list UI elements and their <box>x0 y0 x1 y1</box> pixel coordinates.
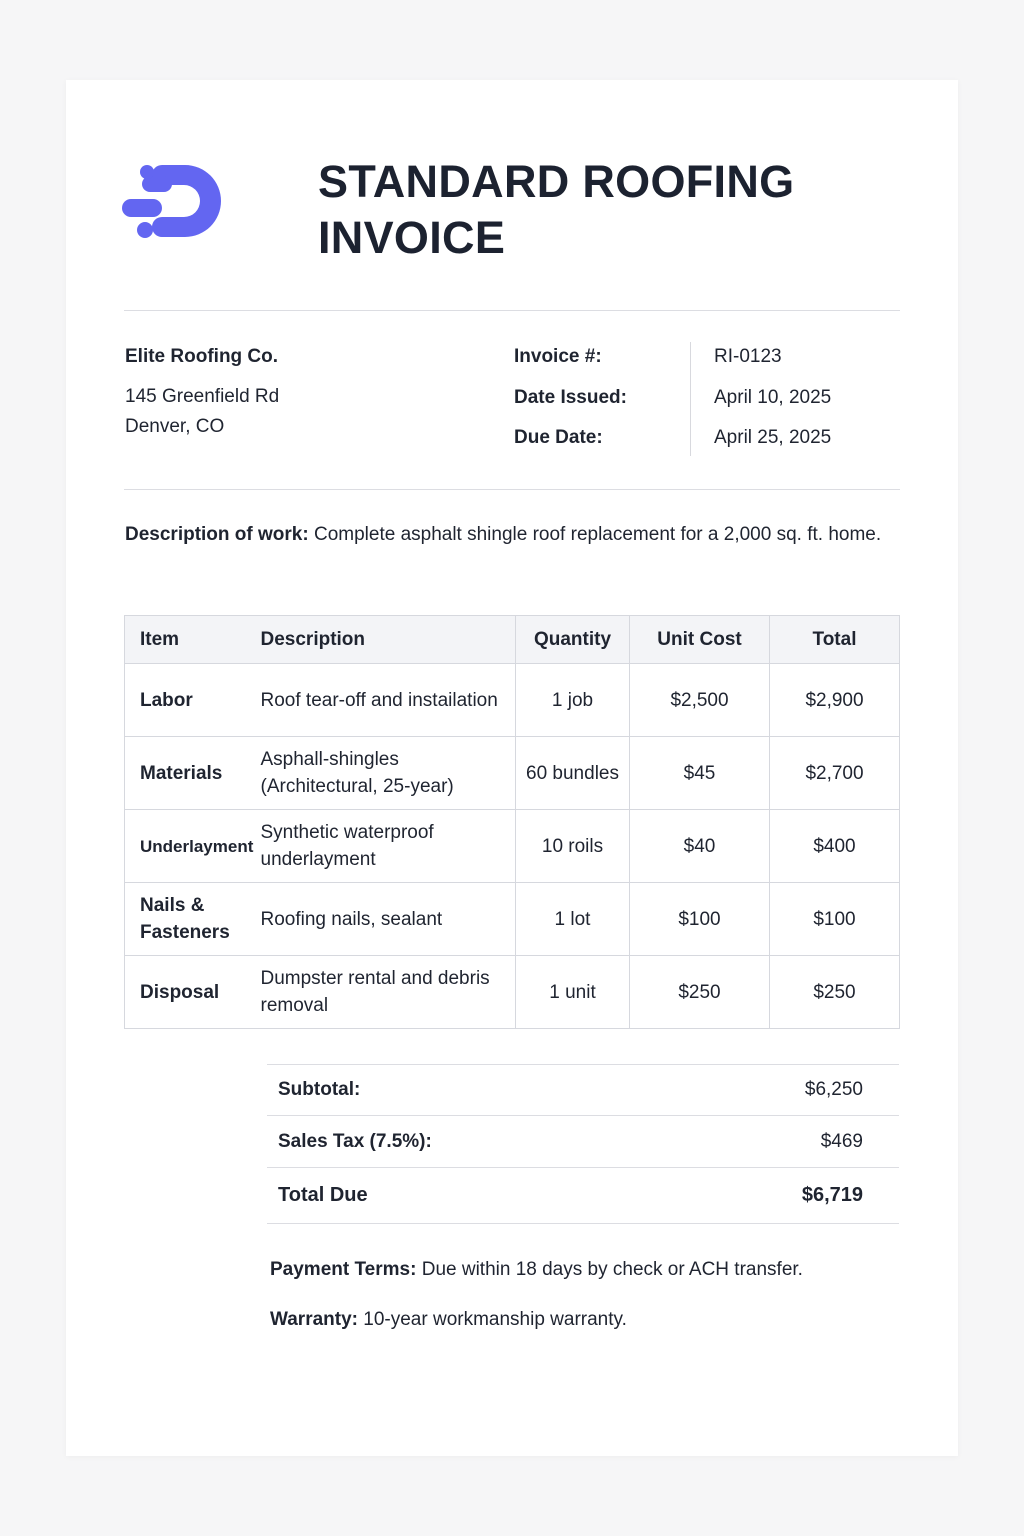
work-description-text: Complete asphalt shingle roof replacement for a 2,000 sq. ft. home. <box>313 524 882 545</box>
row-total: $100 <box>770 883 900 956</box>
payment-terms-text: Due within 18 days by check or ACH transfer. <box>421 1259 803 1280</box>
company-block <box>125 342 279 442</box>
row-quantity: 1 lot <box>516 883 630 956</box>
table-row <box>125 810 900 883</box>
warranty <box>270 1305 950 1335</box>
total-due-row <box>267 1167 899 1224</box>
warranty-text: 10-year workmanship warranty. <box>363 1309 627 1330</box>
invoice-page <box>66 80 958 1456</box>
header-item: Item <box>125 616 257 664</box>
table-row <box>125 883 900 956</box>
row-total: $2,900 <box>770 664 900 737</box>
payment-terms <box>270 1255 950 1285</box>
subtotal-label: Subtotal: <box>278 1079 361 1100</box>
invoice-meta <box>514 342 914 464</box>
date-issued-label: Date Issued: <box>514 386 627 408</box>
due-date-row <box>514 423 914 464</box>
company-address-line1: 145 Greenfield Rd <box>125 386 280 407</box>
row-description: Asphall-shingles (Architectural, 25-year) <box>257 737 516 810</box>
row-description: Synthetic waterproof underlayment <box>257 810 516 883</box>
row-quantity: 60 bundles <box>516 737 630 810</box>
invoice-number-label: Invoice #: <box>514 346 602 367</box>
row-unit-cost: $2,500 <box>630 664 770 737</box>
row-quantity: 10 roils <box>516 810 630 883</box>
row-total: $250 <box>770 956 900 1029</box>
invoice-title: STANDARD ROOFING INVOICE <box>318 156 795 263</box>
header-divider <box>124 310 900 311</box>
brand-d-logo-icon <box>122 154 232 244</box>
row-description: Roofing nails, sealant <box>257 883 516 956</box>
due-date-value: April 25, 2025 <box>714 427 832 448</box>
row-description: Roof tear-off and instailation <box>257 664 516 737</box>
table-header-row <box>125 616 900 664</box>
row-quantity: 1 unit <box>516 956 630 1029</box>
row-total: $2,700 <box>770 737 900 810</box>
row-quantity: 1 job <box>516 664 630 737</box>
subtotal-value: $6,250 <box>804 1079 863 1100</box>
row-unit-cost: $45 <box>630 737 770 810</box>
table-row <box>125 737 900 810</box>
row-unit-cost: $100 <box>630 883 770 956</box>
line-items-table <box>124 615 900 1029</box>
row-unit-cost: $40 <box>630 810 770 883</box>
row-item: Materials <box>125 737 257 810</box>
date-issued-row <box>514 383 914 424</box>
header-total: Total <box>770 616 900 664</box>
total-due-value: $6,719 <box>801 1184 863 1206</box>
company-name: Elite Roofing Co. <box>125 346 279 367</box>
meta-bottom-divider <box>124 489 900 490</box>
table-row <box>125 664 900 737</box>
subtotal-row <box>267 1064 899 1115</box>
row-description: Dumpster rental and debris removal <box>257 956 516 1029</box>
row-item: Disposal <box>125 956 257 1029</box>
invoice-number-row <box>514 342 914 383</box>
header-description: Description <box>257 616 516 664</box>
company-address-line2: Denver, CO <box>125 416 225 437</box>
table-row <box>125 956 900 1029</box>
row-unit-cost: $250 <box>630 956 770 1029</box>
warranty-label: Warranty: <box>270 1309 358 1330</box>
row-item: Underlayment <box>125 810 257 883</box>
header-quantity: Quantity <box>516 616 630 664</box>
sales-tax-row <box>267 1115 899 1167</box>
date-issued-value: April 10, 2025 <box>714 386 832 408</box>
row-total: $400 <box>770 810 900 883</box>
sales-tax-label: Sales Tax (7.5%): <box>278 1130 432 1152</box>
total-due-label: Total Due <box>278 1184 368 1206</box>
meta-divider <box>690 342 691 456</box>
due-date-label: Due Date: <box>514 427 603 448</box>
row-item: Labor <box>125 664 257 737</box>
work-description-label: Description of work: <box>125 524 309 545</box>
sales-tax-value: $469 <box>820 1130 863 1152</box>
invoice-number-value: RI-0123 <box>714 346 782 367</box>
header-unit-cost: Unit Cost <box>630 616 770 664</box>
work-description <box>125 520 895 550</box>
row-item: Nails & Fasteners <box>125 883 257 956</box>
totals-block <box>267 1064 899 1224</box>
payment-terms-label: Payment Terms: <box>270 1259 417 1280</box>
